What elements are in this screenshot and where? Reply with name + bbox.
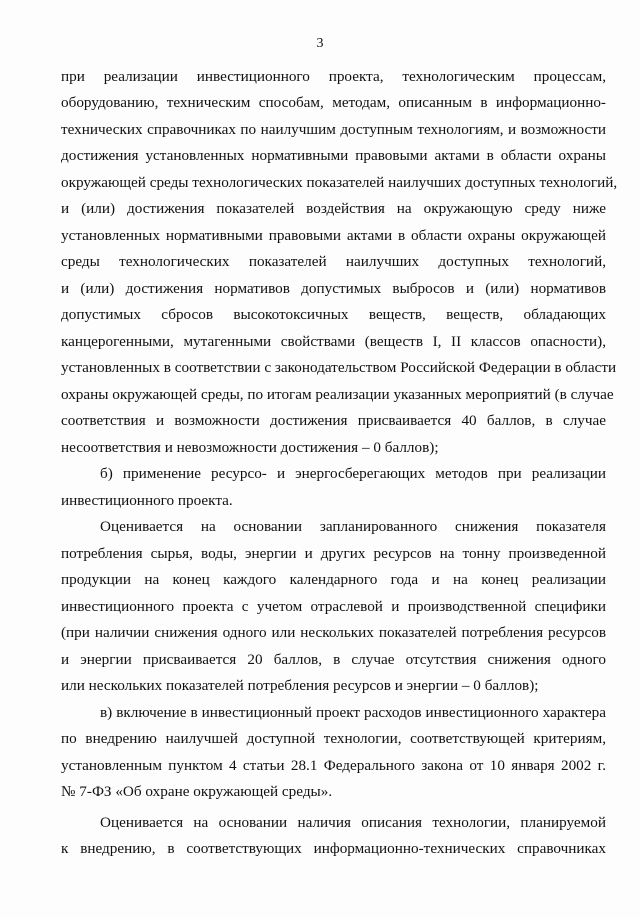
text-line-03: технических справочниках по наилучшим доступным технологиям, и возможности bbox=[61, 121, 606, 138]
text-line-07: установленных нормативными правовыми актами в области охраны окружающей bbox=[61, 227, 606, 244]
text-line-28: № 7-ФЗ «Об охране окружающей среды». bbox=[61, 783, 333, 800]
text-line-01: при реализации инвестиционного проекта, технологическим процессам, bbox=[61, 68, 606, 85]
text-line-05: окружающей среды технологических показателей наилучших доступных технологий, bbox=[61, 174, 618, 191]
text-line-10: допустимых сбросов высокотоксичных веществ, веществ, обладающих bbox=[61, 306, 606, 323]
text-line-21: инвестиционного проекта с учетом отраслевой и производственной специфики bbox=[61, 598, 606, 615]
text-line-26: по внедрению наилучшей доступной технологии, соответствующей критериям, bbox=[61, 730, 606, 747]
text-line-06: и (или) достижения показателей воздействия на окружающую среду ниже bbox=[61, 200, 606, 217]
text-line-02: оборудованию, техническим способам, методам, описанным в информационно- bbox=[61, 94, 606, 111]
text-line-25: в) включение в инвестиционный проект расходов инвестиционного характера bbox=[100, 704, 606, 721]
text-line-19: потребления сырья, воды, энергии и других ресурсов на тонну произведенной bbox=[61, 545, 606, 562]
text-line-18: Оценивается на основании запланированного снижения показателя bbox=[100, 518, 606, 535]
text-line-24: или нескольких показателей потребления ресурсов и энергии – 0 баллов); bbox=[61, 677, 539, 694]
text-line-22: (при наличии снижения одного или нескольких показателей потребления ресурсов bbox=[61, 624, 606, 641]
text-line-16: б) применение ресурсо- и энергосберегающих методов при реализации bbox=[100, 465, 606, 482]
text-line-30: к внедрению, в соответствующих информационно-технических справочниках bbox=[61, 840, 606, 857]
text-line-23: и энергии присваивается 20 баллов, в случае отсутствия снижения одного bbox=[61, 651, 606, 668]
text-line-12: установленных в соответствии с законодательством Российской Федерации в области bbox=[61, 359, 617, 376]
text-line-11: канцерогенными, мутагенными свойствами (веществ I, II классов опасности), bbox=[61, 333, 606, 350]
text-line-08: среды технологических показателей наилучших доступных технологий, bbox=[61, 253, 606, 270]
text-line-09: и (или) достижения нормативов допустимых выбросов и (или) нормативов bbox=[61, 280, 606, 297]
text-line-14: соответствия и возможности достижения присваивается 40 баллов, в случае bbox=[61, 412, 606, 429]
text-line-29: Оценивается на основании наличия описания технологии, планируемой bbox=[100, 814, 606, 831]
text-line-04: достижения установленных нормативными правовыми актами в области охраны bbox=[61, 147, 606, 164]
text-line-27: установленным пунктом 4 статьи 28.1 Федерального закона от 10 января 2002 г. bbox=[61, 757, 606, 774]
page-number: 3 bbox=[316, 36, 324, 51]
text-line-20: продукции на конец каждого календарного года и на конец реализации bbox=[61, 571, 606, 588]
text-line-17: инвестиционного проекта. bbox=[61, 492, 233, 509]
text-line-13: охраны окружающей среды, по итогам реализации указанных мероприятий (в случае bbox=[61, 386, 614, 403]
text-line-15: несоответствия и невозможности достижения – 0 баллов); bbox=[61, 439, 439, 456]
